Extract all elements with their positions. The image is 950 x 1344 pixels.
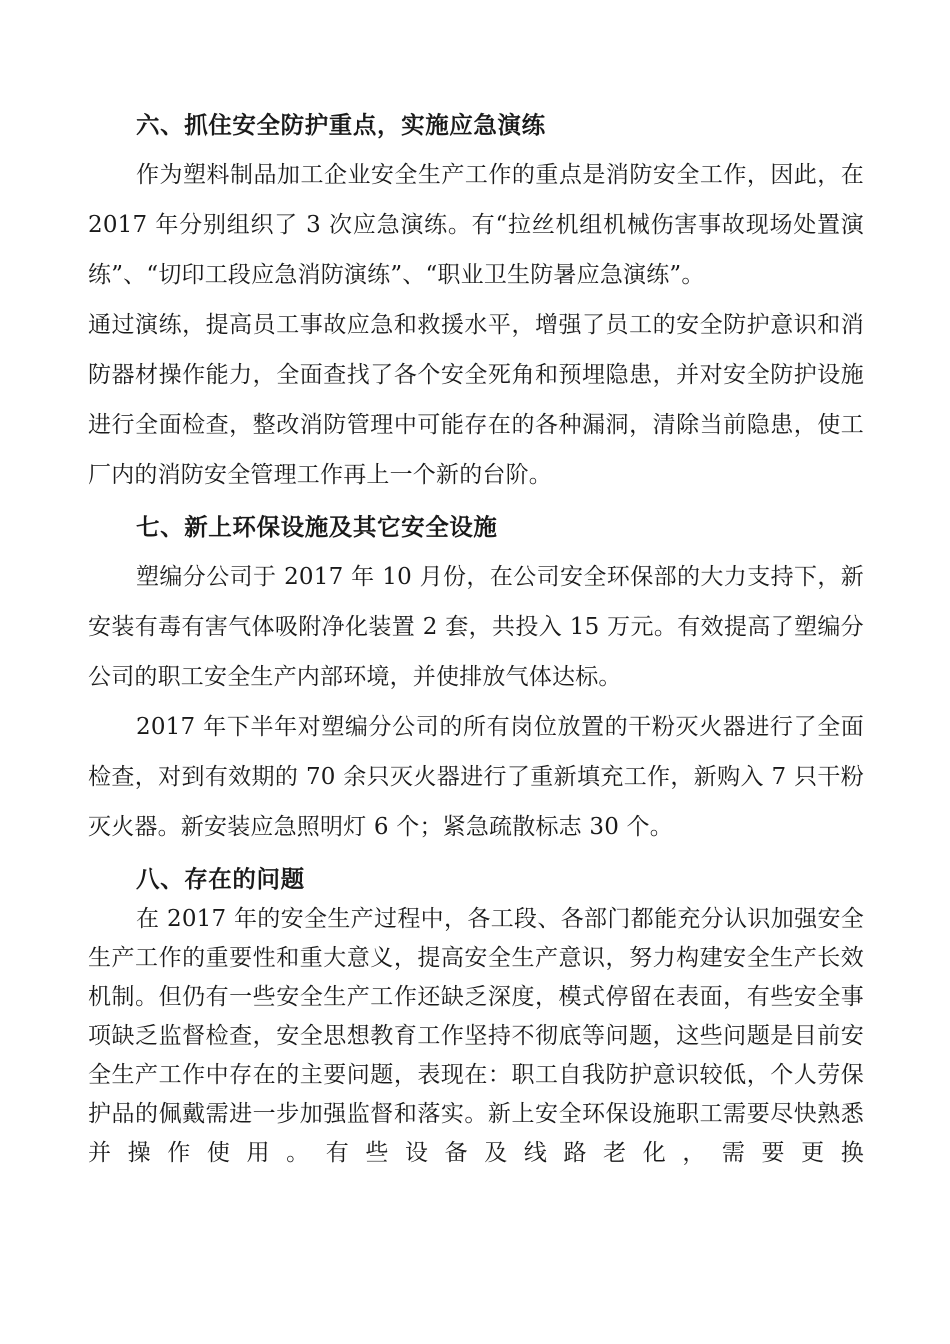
section-seven-paragraph-1: 塑编分公司于 2017 年 10 月份，在公司安全环保部的大力支持下，新安装有毒有害气体吸附净化装置 2 套，共投入 15 万元。有效提高了塑编分公司的职工安全生产内部环境，并使排放气体达标。 [88, 564, 864, 690]
section-six-paragraph-1: 作为塑料制品加工企业安全生产工作的重点是消防安全工作，因此，在 2017 年分别组织了 3 次应急演练。有“拉丝机组机械伤害事故现场处置演练”、“切印工段应急消防演练”、“职业卫生防暑应急演练”。 [88, 162, 864, 288]
section-eight-paragraph-1: 在 2017 年的安全生产过程中，各工段、各部门都能充分认识加强安全生产工作的重要性和重大意义，提高安全生产意识，努力构建安全生产长效机制。但仍有一些安全生产工作还缺乏深度，模式停留在表面，有些安全事项缺乏监督检查，安全思想教育工作坚持不彻底等问题，这些问题是目前安全生产工作中存在的主要问题，表现在：职工自我防护意识较低，个人劳保护品的佩戴需进一步加强监督和落实。新上安全环保设施职工需要尽快熟悉并操作使用。有些设备及线路老化，需要更换 [88, 906, 864, 1166]
section-seven-heading: 七、新上环保设施及其它安全设施 [136, 513, 498, 541]
document-body [88, 100, 864, 1212]
section-seven-paragraph-2: 2017 年下半年对塑编分公司的所有岗位放置的干粉灭火器进行了全面检查，对到有效期的 70 余只灭火器进行了重新填充工作，新购入 7 只干粉灭火器。新安装应急照明灯 6 个；紧急疏散标志 30 个。 [88, 714, 864, 840]
section-eight-heading: 八、存在的问题 [136, 865, 305, 893]
section-six-paragraph-2: 通过演练，提高员工事故应急和救援水平，增强了员工的安全防护意识和消防器材操作能力，全面查找了各个安全死角和预埋隐患，并对安全防护设施进行全面检查，整改消防管理中可能存在的各种漏洞，清除当前隐患，使工厂内的消防安全管理工作再上一个新的台阶。 [88, 312, 864, 488]
section-seven [88, 502, 864, 852]
section-six [88, 100, 864, 500]
section-eight [88, 858, 864, 1212]
section-six-heading: 六、抓住安全防护重点，实施应急演练 [136, 111, 546, 139]
